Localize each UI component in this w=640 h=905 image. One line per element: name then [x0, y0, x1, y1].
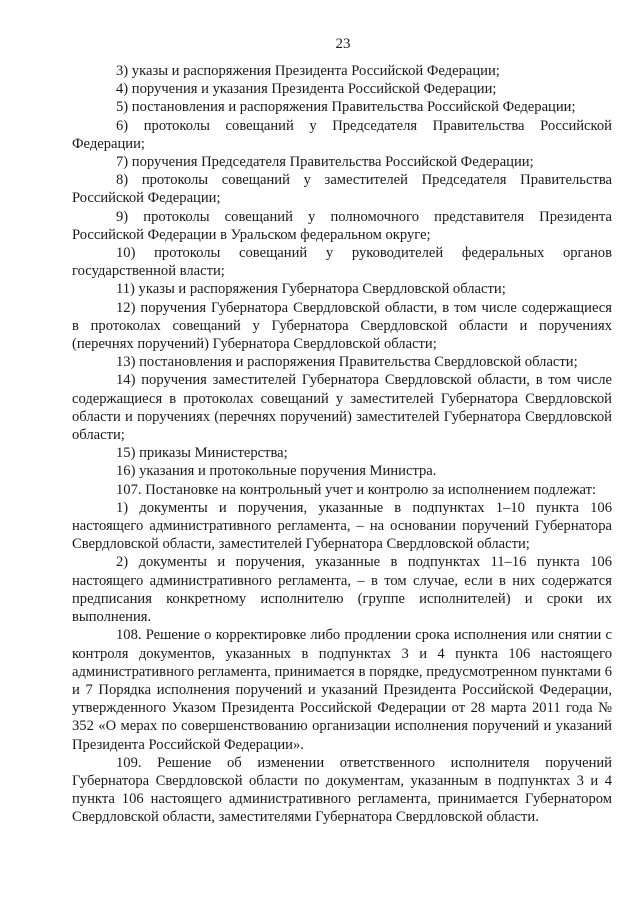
paragraph: 14) поручения заместителей Губернатора Свердловской области, в том числе содержащиеся в протоколах совещаний у заместителей Губернатора Свердловской области и поручениях (перечнях поручений) заместителей Губернатора Свердловской области; — [72, 372, 612, 444]
paragraph: 12) поручения Губернатора Свердловской области, в том числе содержащиеся в протоколах совещаний у Губернатора Свердловской области и поручениях (перечнях поручений) Губернатора Свердловской области; — [72, 299, 612, 353]
paragraph: 8) протоколы совещаний у заместителей Председателя Правительства Российской Федерации; — [72, 172, 612, 207]
paragraph: 108. Решение о корректировке либо продлении срока исполнения или снятии с контроля документов, указанных в подпунктах 3 и 4 пункта 106 настоящего административного регламента, принимается в порядке, предусмотренном пунктами 6 и 7 Порядка исполнения поручений и указаний Президента Российской Федерации, утвержденного Указом Президента Российской Федерации от 28 марта 2011 года № 352 «О мерах по совершенствованию организации исполнения поручений и указаний Президента Российской Федерации». — [72, 627, 612, 753]
paragraph: 16) указания и протокольные поручения Министра. — [116, 463, 437, 480]
paragraph: 107. Постановке на контрольный учет и контролю за исполнением подлежат: — [116, 481, 597, 498]
paragraph: 1) документы и поручения, указанные в подпунктах 1–10 пункта 106 настоящего административного регламента, – на основании поручений Губернатора Свердловской области, заместителей Губернатора Свердловской области; — [72, 499, 612, 553]
page-number: 23 — [335, 36, 351, 52]
paragraph: 3) указы и распоряжения Президента Российской Федерации; — [116, 63, 500, 79]
paragraph: 2) документы и поручения, указанные в подпунктах 11–16 пункта 106 настоящего административного регламента, – в том случае, если в них содержатся предписания конкретному исполнителю (группе исполнителей) и сроки их выполнения. — [72, 554, 612, 626]
paragraph: 15) приказы Министерства; — [116, 445, 288, 462]
paragraph: 4) поручения и указания Президента Российской Федерации; — [116, 81, 497, 98]
paragraph: 6) протоколы совещаний у Председателя Правительства Российской Федерации; — [72, 117, 612, 152]
document-body — [72, 62, 612, 827]
paragraph: 11) указы и распоряжения Губернатора Свердловской области; — [116, 281, 506, 298]
paragraph: 13) постановления и распоряжения Правительства Свердловской области; — [116, 354, 578, 371]
paragraph: 5) постановления и распоряжения Правительства Российской Федерации; — [116, 99, 576, 116]
paragraph: 109. Решение об изменении ответственного исполнителя поручений Губернатора Свердловской области по документам, указанным в подпунктах 3 и 4 пункта 106 настоящего административного регламента, принимается Губернатором Свердловской области, заместителями Губернатора Свердловской области. — [72, 754, 612, 826]
paragraph: 10) протоколы совещаний у руководителей федеральных органов государственной власти; — [72, 245, 612, 280]
paragraph: 7) поручения Председателя Правительства Российской Федерации; — [116, 154, 534, 171]
paragraph: 9) протоколы совещаний у полномочного представителя Президента Российской Федерации в Уральском федеральном округе; — [72, 208, 612, 243]
